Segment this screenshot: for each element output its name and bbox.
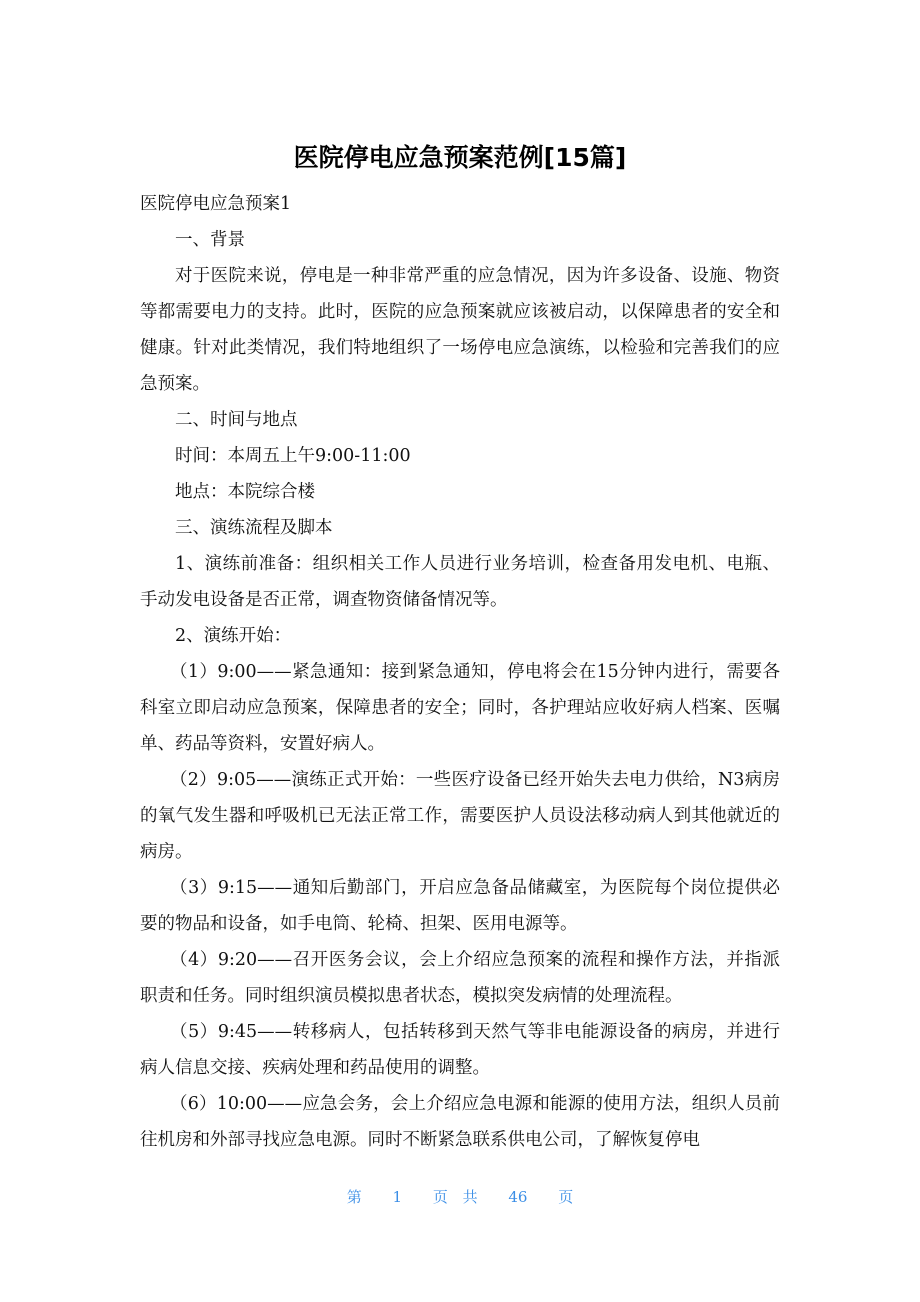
paragraph-step-5: （5）9:45——转移病人，包括转移到天然气等非电能源设备的病房，并进行病人信息交接、疾病处理和药品使用的调整。 [140, 1022, 780, 1078]
total-page-count: 46 [508, 1188, 528, 1206]
section-heading-background: 一、背景 [175, 230, 245, 250]
paragraph-preparation: 1、演练前准备：组织相关工作人员进行业务培训，检查备用发电机、电瓶、手动发电设备是否正常，调查物资储备情况等。 [140, 554, 780, 610]
paragraph-step-2: （2）9:05——演练正式开始：一些医疗设备已经开始失去电力供给，N3病房的氧气发生器和呼吸机已无法正常工作，需要医护人员设法移动病人到其他就近的病房。 [140, 770, 780, 862]
page-footer [0, 1186, 920, 1207]
footer-prefix: 第 [346, 1188, 362, 1206]
document-title: 医院停电应急预案范例[15篇] [293, 143, 627, 172]
current-page-number: 1 [392, 1188, 403, 1206]
paragraph-step-1: （1）9:00——紧急通知：接到紧急通知，停电将会在15分钟内进行，需要各科室立即启动应急预案，保障患者的安全；同时，各护理站应收好病人档案、医嘱单、药品等资料，安置好病人。 [140, 662, 780, 754]
paragraph-step-3: （3）9:15——通知后勤部门，开启应急备品储藏室，为医院每个岗位提供必要的物品和设备，如手电筒、轮椅、担架、医用电源等。 [140, 878, 780, 934]
section-heading-procedure: 三、演练流程及脚本 [175, 518, 333, 538]
section-heading-time-place: 二、时间与地点 [175, 410, 298, 430]
section-heading-plan-1: 医院停电应急预案1 [140, 194, 292, 214]
paragraph-step-6: （6）10:00——应急会务，会上介绍应急电源和能源的使用方法，组织人员前往机房和外部寻找应急电源。同时不断紧急联系供电公司，了解恢复停电 [140, 1094, 780, 1150]
footer-middle: 页 共 [432, 1188, 478, 1206]
paragraph-step-4: （4）9:20——召开医务会议，会上介绍应急预案的流程和操作方法，并指派职责和任务。同时组织演员模拟患者状态，模拟突发病情的处理流程。 [140, 950, 780, 1006]
footer-suffix: 页 [558, 1188, 574, 1206]
paragraph-place: 地点：本院综合楼 [175, 482, 315, 502]
paragraph-drill-start: 2、演练开始： [175, 626, 292, 646]
paragraph-time: 时间：本周五上午9:00-11:00 [175, 446, 411, 466]
document-body [140, 186, 780, 1158]
paragraph-background: 对于医院来说，停电是一种非常严重的应急情况，因为许多设备、设施、物资等都需要电力的支持。此时，医院的应急预案就应该被启动，以保障患者的安全和健康。针对此类情况，我们特地组织了一场停电应急演练，以检验和完善我们的应急预案。 [140, 266, 780, 394]
